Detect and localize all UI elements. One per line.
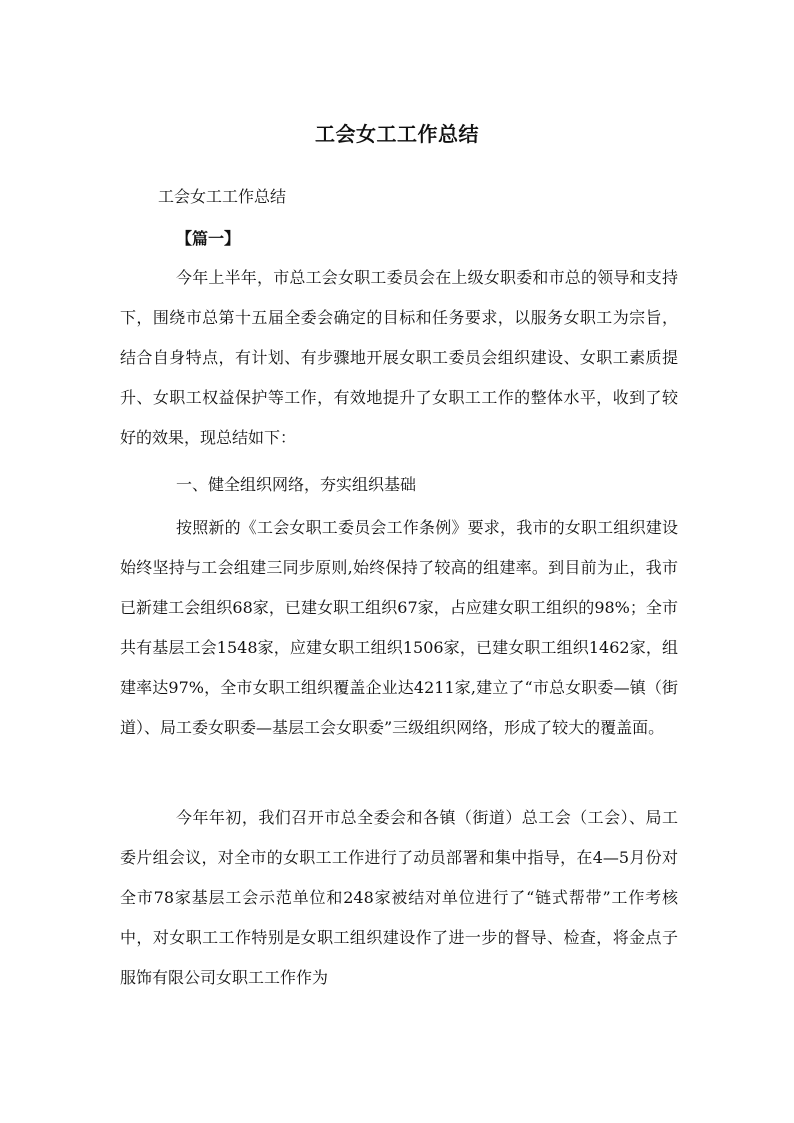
section-label: 【篇一】 (176, 229, 241, 248)
document-subtitle: 工会女工工作总结 (158, 187, 287, 206)
paragraph-year-start: 今年年初，我们召开市总全委会和各镇（街道）总工会（工会）、局工委片组会议，对全市的女职工工作进行了动员部署和集中指导，在4—5月份对全市78家基层工会示范单位和248家被结对单位进行了“链式帮带”工作考核中，对女职工工作特别是女职工组织建设作了进一步的督导、检查，将金点子服饰有限公司女职工工作作为 (120, 808, 678, 987)
document-title: 工会女工工作总结 (315, 122, 479, 146)
section-heading-1: 一、健全组织网络，夯实组织基础 (176, 475, 417, 494)
paragraph-intro: 今年上半年，市总工会女职工委员会在上级女职委和市总的领导和支持下，围绕市总第十五届全委会确定的目标和任务要求，以服务女职工为宗旨，结合自身特点，有计划、有步骤地开展女职工委员会组织建设、女职工素质提升、女职工权益保护等工作，有效地提升了女职工工作的整体水平，收到了较好的效果，现总结如下： (120, 268, 678, 447)
paragraph-organization: 按照新的《工会女职工委员会工作条例》要求，我市的女职工组织建设始终坚持与工会组建三同步原则,始终保持了较高的组建率。到目前为止，我市已新建工会组织68家，已建女职工组织67家，占应建女职工组织的98%；全市共有基层工会1548家，应建女职工组织1506家，已建女职工组织1462家，组建率达97%，全市女职工组织覆盖企业达4211家,建立了“市总女职委—镇（街道）、局工委女职委—基层工会女职委”三级组织网络，形成了较大的覆盖面。 (120, 518, 678, 737)
